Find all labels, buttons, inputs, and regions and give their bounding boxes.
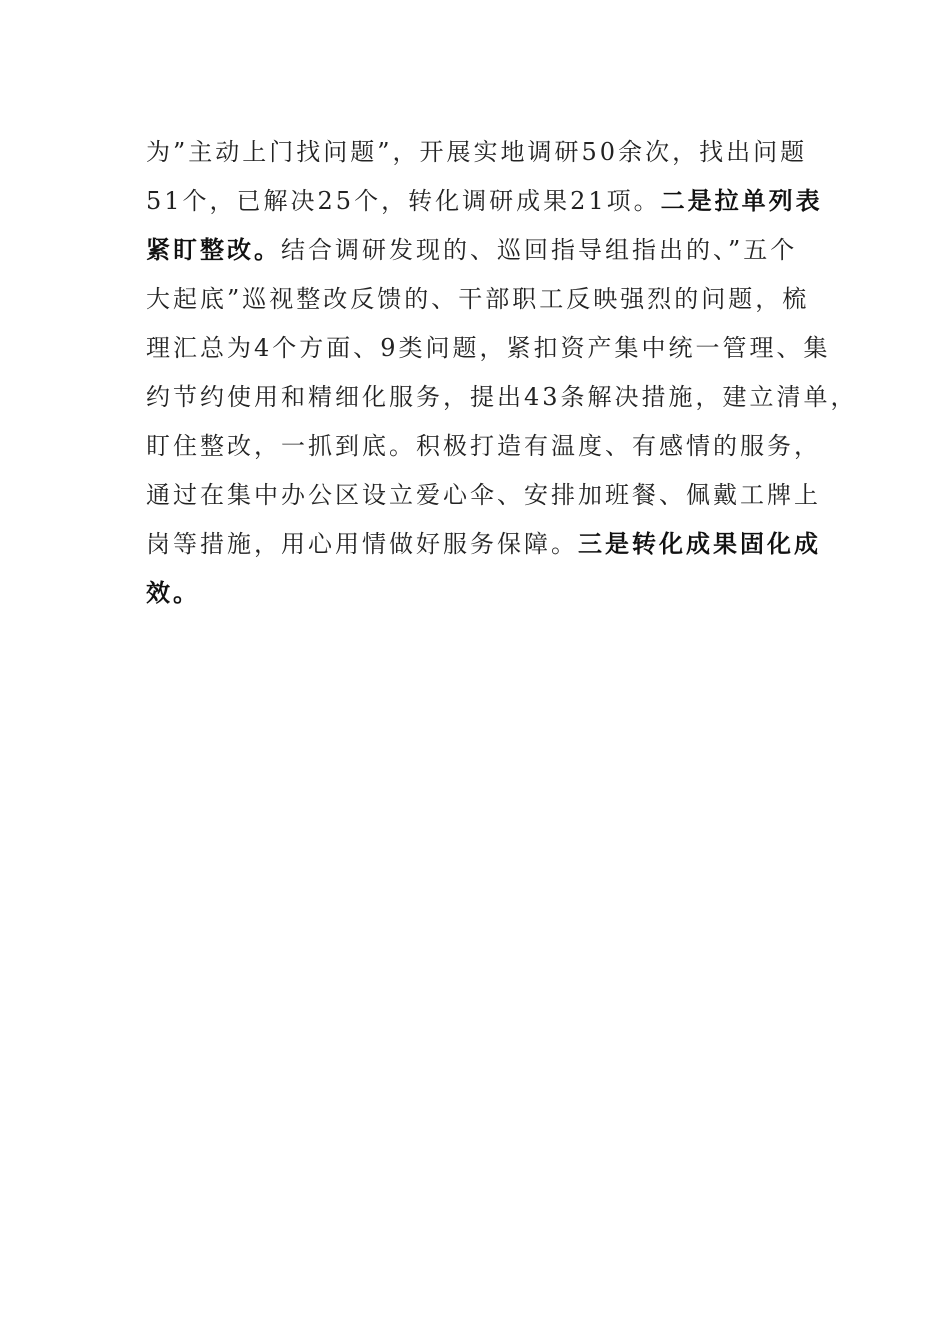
bold-heading-run: 三是转化成果固化成 <box>578 530 821 558</box>
text-run: 约节约使用和精细化服务，提出43条解决措施，建立清单， <box>146 383 858 411</box>
text-line-2 <box>146 177 826 226</box>
bold-heading-run: 效。 <box>146 579 200 607</box>
text-line-1 <box>146 128 826 177</box>
text-run: 大起底”巡视整改反馈的、干部职工反映强烈的问题，梳 <box>146 285 810 313</box>
text-run: 岗等措施，用心用情做好服务保障。 <box>146 530 578 558</box>
text-run: 盯住整改，一抓到底。积极打造有温度、有感情的服务， <box>146 432 821 460</box>
bold-heading-run: 紧盯整改。 <box>146 236 281 264</box>
text-line-6 <box>146 373 858 422</box>
text-line-3 <box>146 226 826 275</box>
text-line-7 <box>146 422 826 471</box>
text-run: 结合调研发现的、巡回指导组指出的、”五个 <box>281 236 798 264</box>
body-paragraph <box>146 128 858 618</box>
text-run: 理汇总为4个方面、9类问题，紧扣资产集中统一管理、集 <box>146 334 831 362</box>
text-line-10 <box>146 569 826 618</box>
text-run: 为”主动上门找问题”，开展实地调研50余次，找出问题 <box>146 138 808 166</box>
text-line-5 <box>146 324 831 373</box>
bold-heading-run: 二是拉单列表 <box>660 187 823 215</box>
text-line-9 <box>146 520 826 569</box>
text-run: 通过在集中办公区设立爱心伞、安排加班餐、佩戴工牌上 <box>146 481 821 509</box>
text-line-8 <box>146 471 826 520</box>
text-run: 51个，已解决25个，转化调研成果21项。 <box>146 187 661 215</box>
text-line-4 <box>146 275 826 324</box>
